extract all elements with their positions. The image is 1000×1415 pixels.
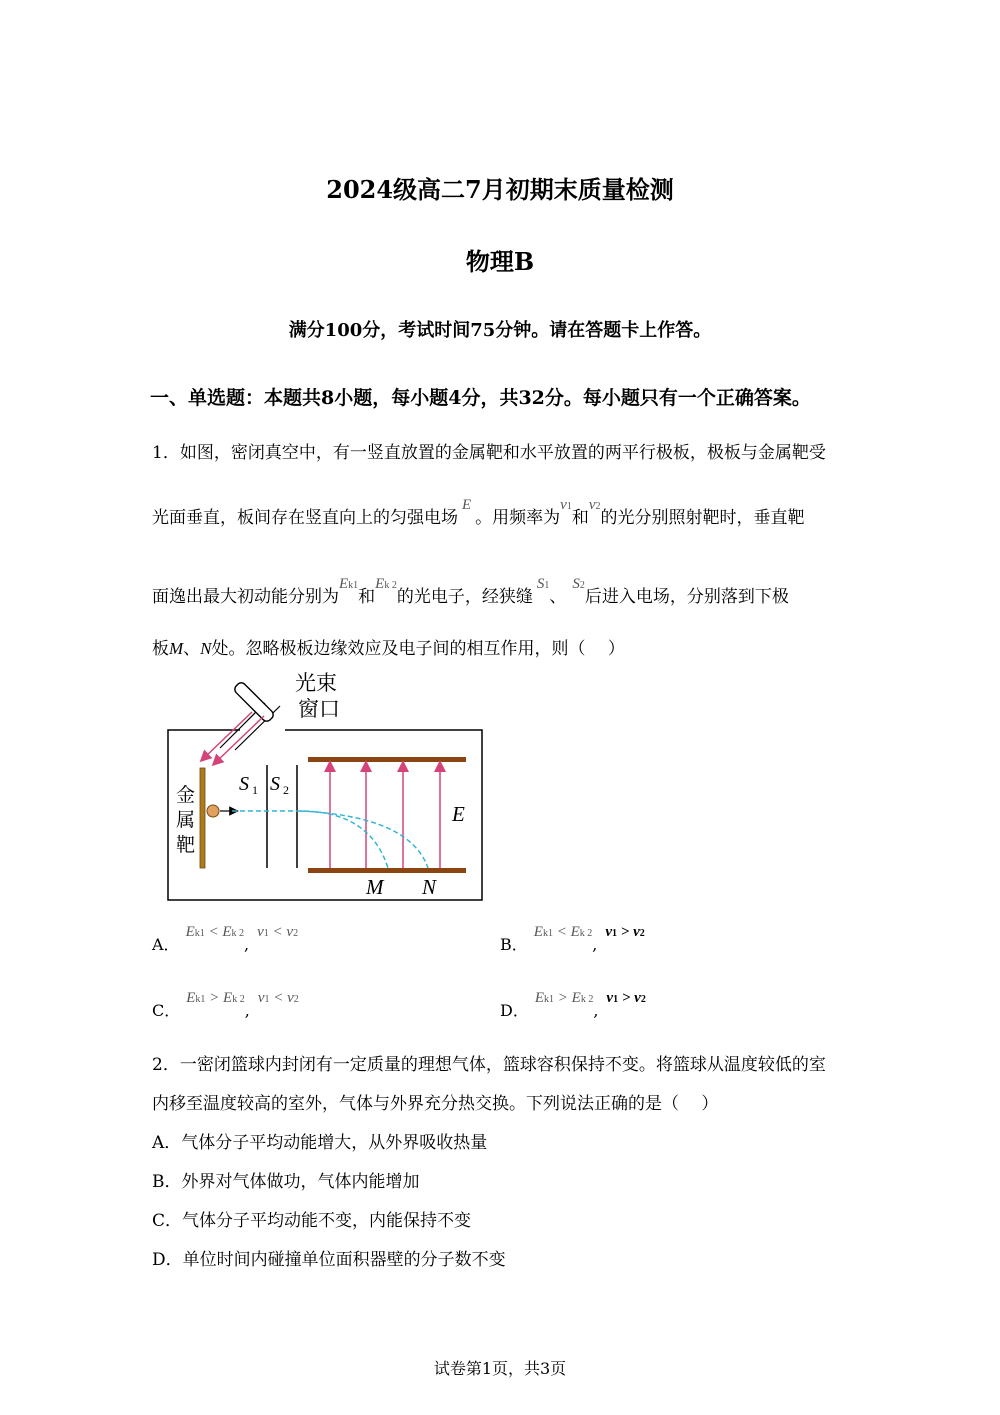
section-heading: 一、单选题：本题共8小题，每小题4分，共32分。每小题只有一个正确答案。 [150, 387, 811, 409]
target-label-1: 金 [176, 785, 196, 806]
exam-title: 2024级高二7月初期末质量检测 [326, 175, 674, 204]
q1-line-3: 面逸出最大初动能分别为Ek1和Ek 2的光电子，经狭缝S1、S2后进入电场，分别落到下极 [152, 576, 789, 607]
q1-line-4: 板M、N处。忽略极板边缘效应及电子间的相互作用，则（ ） [152, 639, 625, 659]
q1-figure [160, 668, 490, 904]
electron-path-n [300, 811, 428, 868]
target-label-2: 属 [176, 810, 196, 831]
lower-plate [308, 868, 466, 873]
electron-source [207, 805, 219, 817]
field-label: E [452, 802, 465, 826]
upper-plate [308, 757, 466, 762]
target-label-3: 靶 [176, 835, 196, 856]
s1-label: S [239, 773, 249, 795]
q2-option-d[interactable]: D．单位时间内碰撞单位面积器壁的分子数不变 [152, 1250, 506, 1270]
metal-target [200, 768, 205, 868]
svg-text:1: 1 [252, 783, 258, 797]
q1-line-1: 1．如图，密闭真空中，有一竖直放置的金属靶和水平放置的两平行极板，极板与金属靶受 [152, 443, 826, 463]
q2-line-2: 内移至温度较高的室外，气体与外界充分热交换。下列说法正确的是（ ） [152, 1094, 719, 1114]
q2-option-a[interactable]: A．气体分子平均动能增大，从外界吸收热量 [152, 1133, 488, 1153]
q1-option-d[interactable]: D．Ek1 > Ek 2,ν1 > ν2 [500, 990, 646, 1020]
q2-option-b[interactable]: B．外界对气体做功，气体内能增加 [152, 1172, 420, 1192]
page-footer: 试卷第1页，共3页 [433, 1359, 567, 1378]
q2-option-c[interactable]: C．气体分子平均动能不变，内能保持不变 [152, 1211, 472, 1231]
point-n-label: N [422, 875, 437, 899]
beam-label-2: 窗口 [298, 697, 340, 721]
q1-option-b[interactable]: B．Ek1 < Ek 2,ν1 > ν2 [500, 924, 645, 954]
q1-line-2: 光面垂直，板间存在竖直向上的匀强电场E。用频率为ν1和ν2的光分别照射靶时，垂直靶 [152, 497, 805, 528]
beam-label-1: 光束 [295, 671, 337, 695]
subject-title: 物理B [465, 247, 535, 276]
exam-note: 满分100分，考试时间75分钟。请在答题卡上作答。 [288, 320, 712, 341]
q2-line-1: 2．一密闭篮球内封闭有一定质量的理想气体，篮球容积保持不变。将篮球从温度较低的室 [152, 1055, 826, 1075]
q1-option-a[interactable]: A．Ek1 < Ek 2,ν1 < ν2 [152, 924, 299, 954]
q1-option-c[interactable]: C．Ek1 > Ek 2,ν1 < ν2 [152, 990, 299, 1020]
svg-text:2: 2 [283, 783, 289, 797]
window-tube [220, 681, 280, 750]
point-m-label: M [366, 875, 384, 899]
s2-label: S [270, 773, 280, 795]
